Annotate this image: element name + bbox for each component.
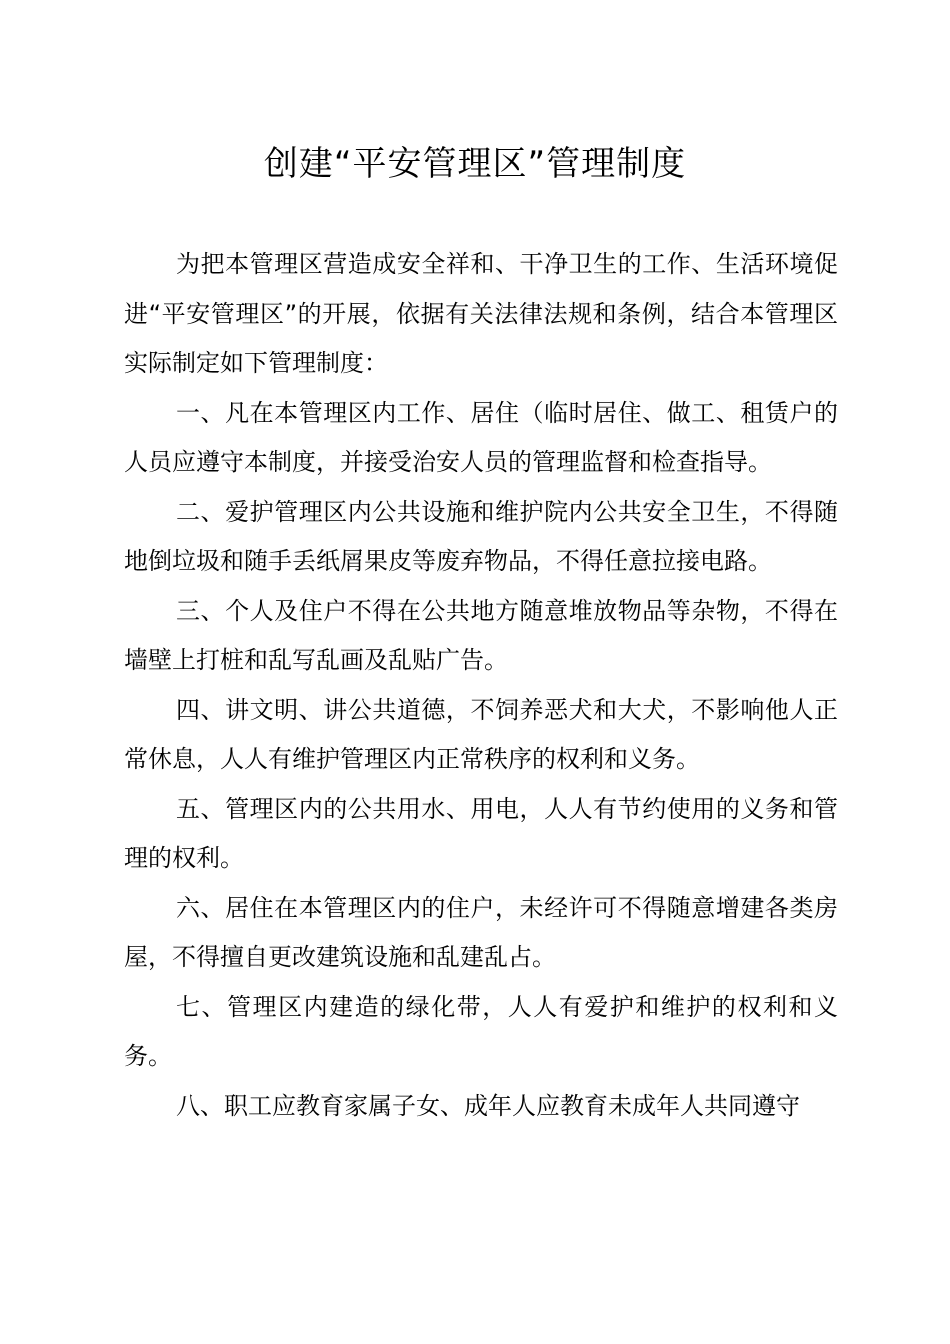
paragraph-rule-1: 一、凡在本管理区内工作、居住（临时居住、做工、租赁户的人员应遵守本制度，并接受治安人员的管理监督和检查指导。: [124, 398, 838, 476]
paragraph-rule-7: 七、管理区内建造的绿化带，人人有爱护和维护的权利和义务。: [124, 992, 838, 1070]
document-body: [124, 240, 838, 1131]
document-title: 创建“平安管理区”管理制度: [263, 144, 687, 184]
paragraph-rule-6: 六、居住在本管理区内的住户，未经许可不得随意增建各类房屋，不得擅自更改建筑设施和乱建乱占。: [124, 893, 838, 971]
paragraph-rule-5: 五、管理区内的公共用水、用电，人人有节约使用的义务和管理的权利。: [124, 794, 838, 872]
paragraph-intro: 为把本管理区营造成安全祥和、干净卫生的工作、生活环境促进“平安管理区”的开展，依据有关法律法规和条例，结合本管理区实际制定如下管理制度：: [124, 250, 838, 377]
paragraph-rule-4: 四、讲文明、讲公共道德，不饲养恶犬和大犬，不影响他人正常休息，人人有维护管理区内正常秩序的权利和义务。: [124, 695, 838, 773]
paragraph-rule-3: 三、个人及住户不得在公共地方随意堆放物品等杂物，不得在墙壁上打桩和乱写乱画及乱贴广告。: [124, 596, 838, 674]
paragraph-rule-8: 八、职工应教育家属子女、成年人应教育未成年人共同遵守: [176, 1091, 800, 1120]
paragraph-rule-2: 二、爱护管理区内公共设施和维护院内公共安全卫生，不得随地倒垃圾和随手丢纸屑果皮等废弃物品，不得任意拉接电路。: [124, 497, 838, 575]
